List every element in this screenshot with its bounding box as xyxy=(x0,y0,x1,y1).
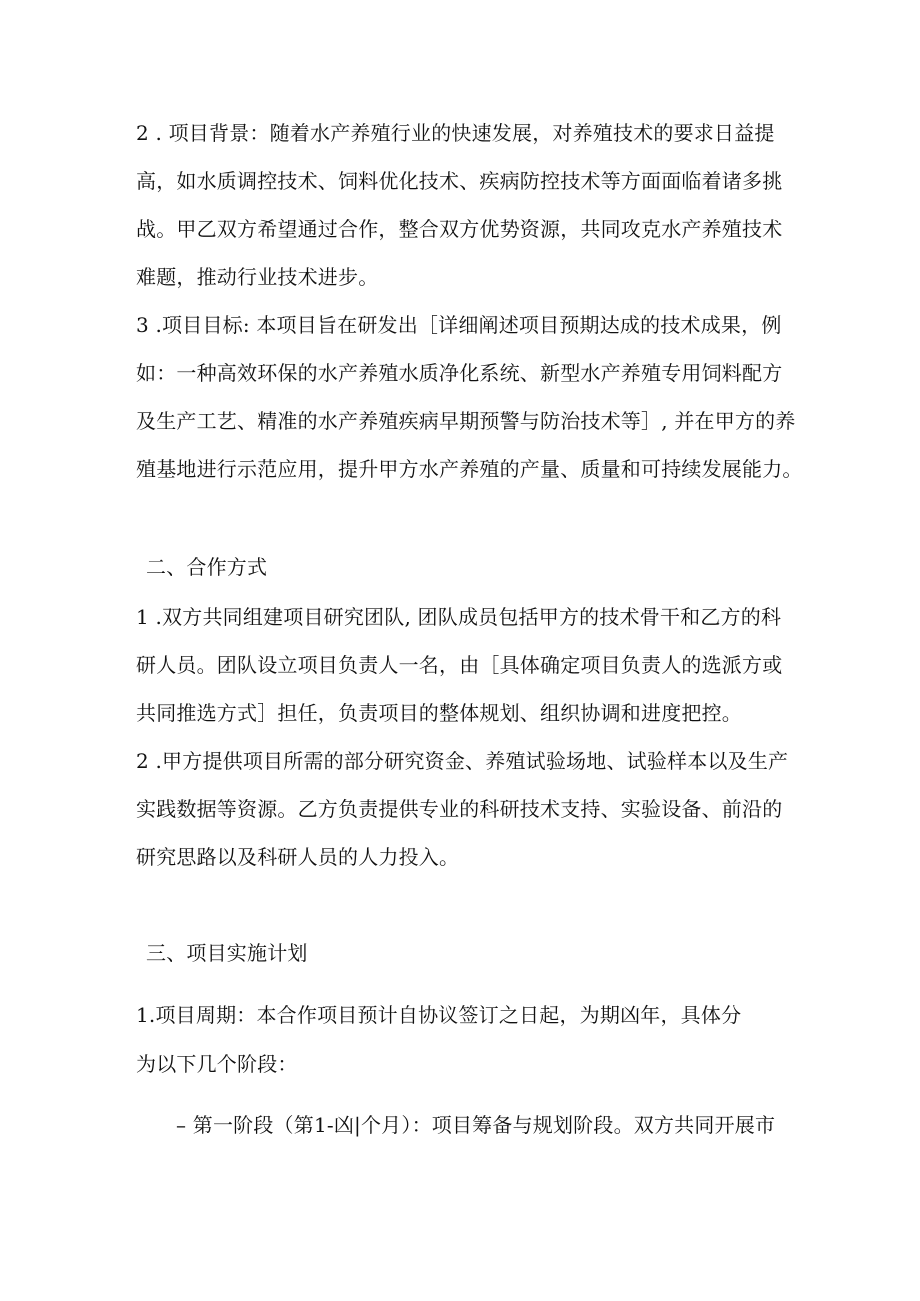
cooperation-item-1-line-2: 研人员。团队设立项目负责人一名，由［具体确定项目负责人的选派方或 xyxy=(136,653,783,677)
goal-line-1: 3 .项目目标: 本项目旨在研发出［详细阐述项目预期达成的技术成果，例 xyxy=(136,313,782,337)
goal-line-3: 及生产工艺、精准的水产养殖疾病早期预警与防治技术等］, 并在甲方的养 xyxy=(136,409,796,433)
plan-line-1: 1.项目周期：本合作项目预计自协议签订之日起，为期凶年，具体分 xyxy=(136,1003,742,1027)
background-line-1: 2 . 项目背景：随着水产养殖行业的快速发展，对养殖技术的要求日益提 xyxy=(136,121,775,145)
goal-line-4: 殖基地进行示范应用，提升甲方水产养殖的产量、质量和可持续发展能力。 xyxy=(136,457,803,481)
background-line-3: 战。甲乙双方希望通过合作，整合双方优势资源，共同攻克水产养殖技术 xyxy=(136,217,783,241)
cooperation-item-2-line-1: 2 .甲方提供项目所需的部分研究资金、养殖试验场地、试验样本以及生产 xyxy=(136,749,789,773)
plan-line-2: 为以下几个阶段： xyxy=(136,1052,298,1076)
cooperation-item-1-line-3: 共同推选方式］担任，负责项目的整体规划、组织协调和进度把控。 xyxy=(136,701,742,725)
phase-1-line: – 第一阶段（第1-凶|个月）：项目筹备与规划阶段。双方共同开展市 xyxy=(176,1113,776,1137)
goal-line-2: 如：一种高效环保的水产养殖水质净化系统、新型水产养殖专用饲料配方 xyxy=(136,361,783,385)
cooperation-item-2-line-2: 实践数据等资源。乙方负责提供专业的科研技术支持、实验设备、前沿的 xyxy=(136,797,783,821)
background-line-4: 难题，推动行业技术进步。 xyxy=(136,265,379,289)
background-line-2: 高，如水质调控技术、饲料优化技术、疾病防控技术等方面面临着诸多挑 xyxy=(136,169,783,193)
cooperation-item-1-line-1: 1 .双方共同组建项目研究团队, 团队成员包括甲方的技术骨干和乙方的科 xyxy=(136,605,782,629)
cooperation-item-2-line-3: 研究思路以及科研人员的人力投入。 xyxy=(136,845,460,869)
section-heading-cooperation: 二、合作方式 xyxy=(146,555,268,579)
section-heading-implementation-plan: 三、项目实施计划 xyxy=(146,941,308,965)
